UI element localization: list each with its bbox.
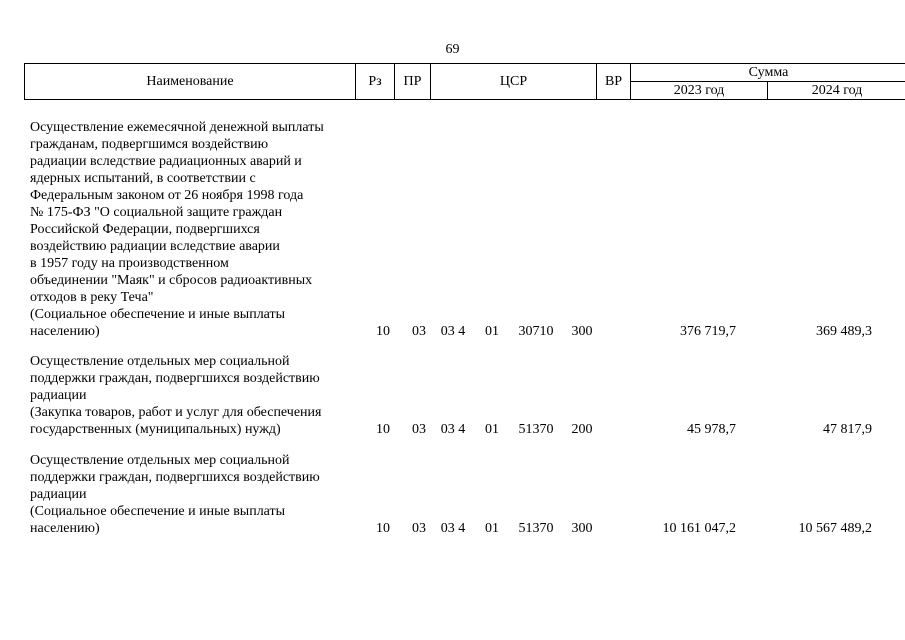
header-rz: Рз (356, 64, 395, 100)
row-name-line: объединении "Маяк" и сбросов радиоактивных (30, 273, 313, 288)
row-name-line: населению) (30, 324, 100, 339)
row-name-line: Федеральным законом от 26 ноября 1998 года (30, 188, 304, 203)
row-name-line: Российской Федерации, подвергшихся (30, 222, 260, 237)
row-name-line: населению) (30, 521, 100, 536)
row-name-line: в 1957 году на производственном (30, 256, 229, 271)
row-csr-program: 03 4 (440, 324, 466, 339)
row-name-line: (Социальное обеспечение и иные выплаты (30, 504, 286, 519)
row-pr: 03 (412, 324, 426, 339)
header-csr: ЦСР (431, 64, 597, 100)
row-sum-2024: 369 489,3 (816, 324, 872, 339)
row-csr-subprogram: 01 (485, 521, 499, 536)
row-name-line: отходов в реку Теча" (30, 290, 154, 305)
row-sum-2024: 47 817,9 (823, 422, 872, 437)
row-pr: 03 (412, 521, 426, 536)
row-name-line: гражданам, подвергшимся воздействию (30, 137, 269, 152)
row-csr-program: 03 4 (440, 422, 466, 437)
row-name-line: (Социальное обеспечение и иные выплаты (30, 307, 286, 322)
row-name-line: ядерных испытаний, в соответствии с (30, 171, 256, 186)
row-name-line: радиации (30, 388, 87, 403)
row-vr: 300 (571, 324, 593, 339)
page-number: 69 (445, 42, 460, 57)
row-name-line: № 175-ФЗ "О социальной защите граждан (30, 205, 283, 220)
row-sum-2024: 10 567 489,2 (798, 521, 872, 536)
header-sum: Сумма (631, 64, 905, 82)
row-sum-2023: 45 978,7 (687, 422, 736, 437)
row-vr: 300 (571, 521, 593, 536)
row-sum-2023: 10 161 047,2 (662, 521, 736, 536)
row-sum-2023: 376 719,7 (680, 324, 736, 339)
row-csr-program: 03 4 (440, 521, 466, 536)
row-csr-subprogram: 01 (485, 324, 499, 339)
row-pr: 03 (412, 422, 426, 437)
header-pr: ПР (395, 64, 431, 100)
row-name-line: Осуществление отдельных мер социальной (30, 354, 290, 369)
row-csr-direction: 51370 (518, 521, 554, 536)
row-name-line: радиации (30, 487, 87, 502)
row-name-line: радиации вследствие радиационных аварий и (30, 154, 302, 169)
row-csr-direction: 30710 (518, 324, 554, 339)
row-csr-direction: 51370 (518, 422, 554, 437)
row-rz: 10 (376, 324, 390, 339)
header-year-2024: 2024 год (768, 82, 905, 100)
row-name-line: поддержки граждан, подвергшихся воздействию (30, 371, 320, 386)
row-name-line: Осуществление ежемесячной денежной выплаты (30, 120, 324, 135)
row-csr-subprogram: 01 (485, 422, 499, 437)
row-rz: 10 (376, 422, 390, 437)
row-name-line: (Закупка товаров, работ и услуг для обеспечения (30, 405, 322, 420)
row-name (30, 452, 360, 537)
row-rz: 10 (376, 521, 390, 536)
header-vr: ВР (597, 64, 631, 100)
row-name-line: воздействию радиации вследствие аварии (30, 239, 280, 254)
table-row (24, 0, 880, 537)
header-name: Наименование (25, 64, 356, 100)
row-name-line: Осуществление отдельных мер социальной (30, 453, 290, 468)
row-name-line: поддержки граждан, подвергшихся воздействию (30, 470, 320, 485)
row-name-line: государственных (муниципальных) нужд) (30, 422, 281, 437)
row-vr: 200 (571, 422, 593, 437)
header-year-2023: 2023 год (631, 82, 768, 100)
